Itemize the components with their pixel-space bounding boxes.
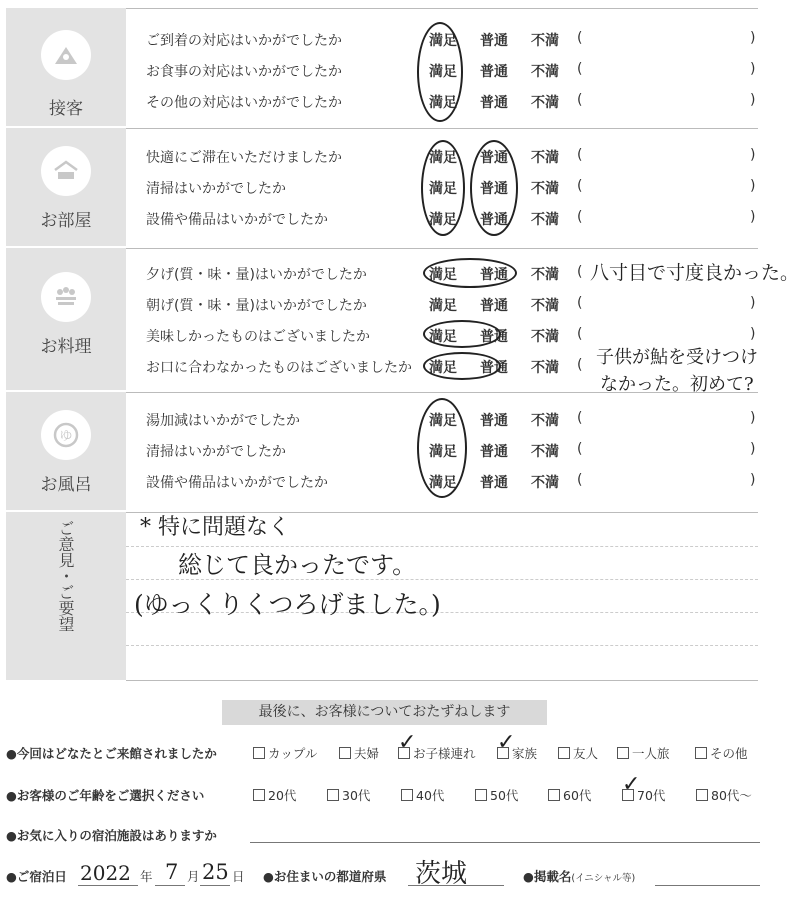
checkbox[interactable] — [339, 747, 351, 759]
hot-spring-icon — [41, 410, 91, 460]
paren-close: ) — [750, 472, 756, 488]
category-label: お部屋 — [40, 211, 92, 231]
divider — [126, 248, 758, 249]
check-mark-icon: ✓ — [497, 730, 516, 755]
selection-mark — [417, 22, 463, 122]
question: 快適にご滞在いただけましたか — [146, 150, 342, 166]
age-option[interactable]: 60代 — [548, 786, 591, 804]
option-good[interactable]: 満足 — [429, 150, 457, 166]
question: その他の対応はいかがでしたか — [146, 95, 342, 111]
option-good[interactable]: 満足 — [429, 33, 457, 49]
selection-mark — [417, 398, 467, 498]
option-normal[interactable]: 普通 — [480, 212, 508, 228]
option-bad[interactable]: 不満 — [531, 360, 559, 376]
stay-label: ●ご宿泊日 — [6, 869, 67, 884]
question: 朝げ(質・味・量)はいかがでしたか — [146, 298, 367, 314]
selection-mark — [423, 352, 501, 380]
checkbox[interactable] — [696, 789, 708, 801]
paren-close: ) — [750, 92, 756, 108]
visit-label: ●今回はどなたとご来館されましたか — [6, 746, 217, 761]
divider — [126, 680, 758, 681]
checkbox[interactable] — [253, 747, 265, 759]
paren-open: ( — [577, 472, 583, 488]
option-good[interactable]: 満足 — [429, 181, 457, 197]
paren-open: ( — [577, 295, 583, 311]
residence-value: 茨城 — [415, 859, 468, 889]
visit-option[interactable]: 友人 — [558, 744, 598, 762]
category-room — [6, 128, 126, 246]
day-underline[interactable] — [200, 885, 230, 886]
checkbox[interactable] — [401, 789, 413, 801]
checkbox[interactable] — [617, 747, 629, 759]
section-banner: 最後に、お客様についておたずねします — [222, 700, 547, 725]
question: 清掃はいかがでしたか — [146, 181, 286, 197]
option-good[interactable]: 満足 — [429, 444, 457, 460]
question: 設備や備品はいかがでしたか — [146, 475, 328, 491]
option-normal[interactable]: 普通 — [480, 150, 508, 166]
visit-option[interactable]: お子様連れ — [398, 744, 476, 762]
comment-line — [126, 645, 758, 646]
paren-close: ) — [750, 147, 756, 163]
question: お食事の対応はいかがでしたか — [146, 64, 342, 80]
visit-option[interactable]: 家族 — [497, 744, 537, 762]
option-good[interactable]: 満足 — [429, 212, 457, 228]
selection-mark — [470, 140, 518, 236]
selection-mark — [423, 258, 517, 288]
category-label: お風呂 — [40, 475, 92, 495]
paren-open: ( — [577, 178, 583, 194]
option-normal[interactable]: 普通 — [480, 267, 508, 283]
age-option[interactable]: 40代 — [401, 786, 444, 804]
visit-option[interactable]: その他 — [695, 744, 748, 762]
question: 清掃はいかがでしたか — [146, 444, 286, 460]
option-good[interactable]: 満足 — [429, 95, 457, 111]
listing-label: ●掲載名(イニシャル等) — [523, 869, 636, 884]
option-normal[interactable]: 普通 — [480, 413, 508, 429]
handwritten-note: 八寸目で寸度良かった。 — [590, 262, 800, 284]
selection-mark — [421, 140, 465, 236]
option-good[interactable]: 満足 — [429, 267, 457, 283]
option-normal[interactable]: 普通 — [480, 298, 508, 314]
option-bad[interactable]: 不満 — [531, 329, 559, 345]
paren-open: ( — [577, 92, 583, 108]
option-normal[interactable]: 普通 — [480, 329, 508, 345]
paren-close: ) — [750, 178, 756, 194]
option-bad[interactable]: 不満 — [531, 212, 559, 228]
dish-icon — [41, 272, 91, 322]
paren-open: ( — [577, 441, 583, 457]
paren-open: ( — [577, 209, 583, 225]
favorite-input-line[interactable] — [250, 842, 760, 843]
category-bath — [6, 392, 126, 510]
paren-close: ) — [750, 295, 756, 311]
paren-open: ( — [577, 30, 583, 46]
checkbox[interactable] — [548, 789, 560, 801]
question: ご到着の対応はいかがでしたか — [146, 33, 342, 49]
question: 夕げ(質・味・量)はいかがでしたか — [146, 267, 367, 283]
checkbox[interactable] — [695, 747, 707, 759]
stay-day: 25 — [202, 860, 229, 884]
category-label: 接客 — [49, 99, 83, 119]
age-option[interactable]: 80代〜 — [696, 786, 752, 804]
age-option[interactable]: 30代 — [327, 786, 370, 804]
year-suffix: 年 — [140, 869, 153, 884]
paren-open: ( — [577, 147, 583, 163]
paren-close: ) — [750, 326, 756, 342]
handwritten-note: 子供が鮎を受けつけ — [596, 347, 758, 368]
option-good[interactable]: 満足 — [429, 413, 457, 429]
category-reception — [6, 8, 126, 126]
paren-close: ) — [750, 61, 756, 77]
paren-close: ) — [750, 410, 756, 426]
residence-underline[interactable] — [408, 885, 504, 886]
stay-month: 7 — [165, 860, 179, 884]
option-normal[interactable]: 普通 — [480, 181, 508, 197]
handwritten-comment: 総じて良かったです。 — [178, 551, 417, 579]
house-icon — [41, 146, 91, 196]
category-label: お料理 — [40, 337, 92, 357]
option-bad[interactable]: 不満 — [531, 413, 559, 429]
checkbox[interactable] — [558, 747, 570, 759]
option-bad[interactable]: 不満 — [531, 444, 559, 460]
option-bad[interactable]: 不満 — [531, 150, 559, 166]
paren-open: ( — [577, 326, 583, 342]
month-suffix: 月 — [187, 869, 200, 884]
listing-underline[interactable] — [655, 885, 760, 886]
paren-close: ) — [750, 441, 756, 457]
selection-mark — [423, 320, 501, 348]
option-normal[interactable]: 普通 — [480, 64, 508, 80]
checkbox[interactable] — [475, 789, 487, 801]
paren-close: ) — [750, 30, 756, 46]
option-bad[interactable]: 不満 — [531, 267, 559, 283]
day-suffix: 日 — [232, 869, 245, 884]
category-cuisine — [6, 248, 126, 390]
question: 美味しかったものはございましたか — [146, 329, 370, 345]
divider — [126, 8, 758, 9]
paren-close: ) — [750, 209, 756, 225]
age-label: ●お客様のご年齢をご選択ください — [6, 788, 205, 803]
option-normal[interactable]: 普通 — [480, 95, 508, 111]
visit-option[interactable]: 一人旅 — [617, 744, 670, 762]
age-option[interactable]: 20代 — [253, 786, 296, 804]
age-option[interactable]: 50代 — [475, 786, 518, 804]
option-good[interactable]: 満足 — [429, 298, 457, 314]
option-normal[interactable]: 普通 — [480, 33, 508, 49]
question: 湯加減はいかがでしたか — [146, 413, 300, 429]
option-normal[interactable]: 普通 — [480, 360, 508, 376]
paren-open: ( — [577, 61, 583, 77]
option-normal[interactable]: 普通 — [480, 444, 508, 460]
option-good[interactable]: 満足 — [429, 475, 457, 491]
visit-option[interactable]: 夫婦 — [339, 744, 379, 762]
option-good[interactable]: 満足 — [429, 360, 457, 376]
paren-open: ( — [577, 410, 583, 426]
question: 設備や備品はいかがでしたか — [146, 212, 328, 228]
comment-label: ご意見・ご要望 — [56, 520, 75, 632]
checkbox[interactable] — [253, 789, 265, 801]
option-bad[interactable]: 不満 — [531, 475, 559, 491]
category-comments — [6, 512, 126, 680]
option-normal[interactable]: 普通 — [480, 475, 508, 491]
favorite-label: ●お気に入りの宿泊施設はありますか — [6, 828, 217, 843]
check-mark-icon: ✓ — [398, 730, 417, 755]
handwritten-comment: * 特に問題なく — [140, 515, 290, 540]
option-bad[interactable]: 不満 — [531, 64, 559, 80]
handwritten-comment: (ゆっくりくつろげました。) — [134, 590, 441, 619]
option-good[interactable]: 満足 — [429, 329, 457, 345]
stay-year: 2022 — [80, 861, 131, 885]
paren-open: ( — [577, 264, 583, 280]
handwritten-note: なかった。初めて? — [600, 374, 754, 395]
svg-text:ゆ: ゆ — [59, 429, 73, 444]
option-good[interactable]: 満足 — [429, 64, 457, 80]
year-underline[interactable] — [78, 885, 138, 886]
question: お口に合わなかったものはございましたか — [146, 360, 412, 376]
option-bad[interactable]: 不満 — [531, 95, 559, 111]
age-option[interactable]: 70代 — [622, 786, 665, 804]
option-bad[interactable]: 不満 — [531, 33, 559, 49]
checkbox[interactable] — [327, 789, 339, 801]
option-bad[interactable]: 不満 — [531, 298, 559, 314]
divider — [126, 128, 758, 129]
paren-open: ( — [577, 357, 583, 373]
mountain-icon — [41, 30, 91, 80]
month-underline[interactable] — [155, 885, 185, 886]
check-mark-icon: ✓ — [622, 772, 641, 797]
residence-label: ●お住まいの都道府県 — [263, 869, 387, 884]
option-bad[interactable]: 不満 — [531, 181, 559, 197]
visit-option[interactable]: カップル — [253, 744, 317, 762]
